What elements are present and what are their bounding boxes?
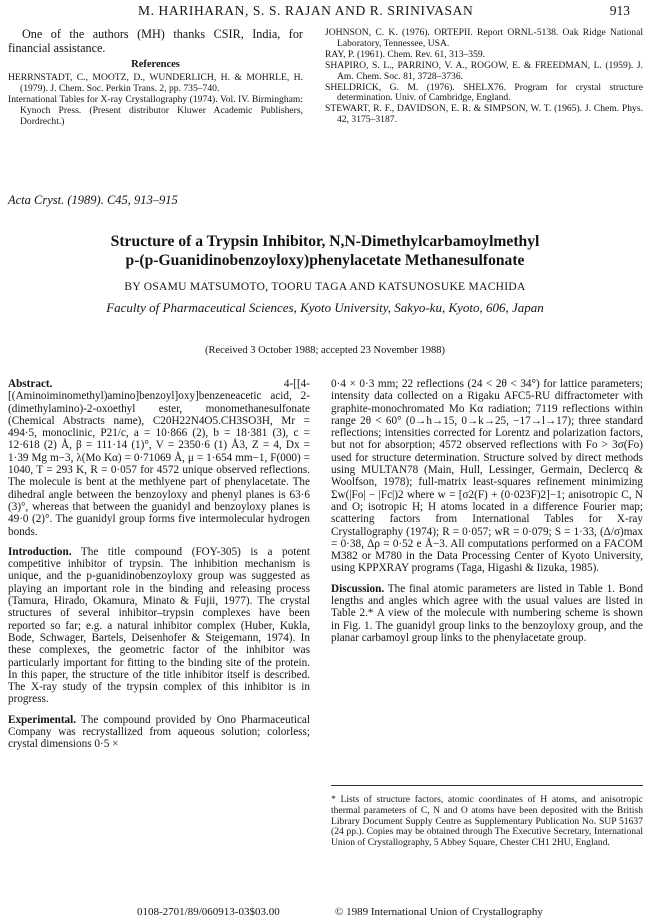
footnote-rule — [331, 785, 643, 786]
received-dates: (Received 3 October 1988; accepted 23 November 1988) — [205, 345, 445, 356]
abstract-paragraph — [8, 378, 310, 538]
reference-item: RAY, P. (1961). Chem. Rev. 61, 313–359. — [325, 48, 486, 60]
abstract-label: Abstract. — [8, 378, 53, 390]
experimental-label: Experimental. — [8, 713, 77, 726]
author-affiliation: Faculty of Pharmaceutical Sciences, Kyoto University, Sakyo-ku, Kyoto, 606, Japan — [106, 300, 544, 315]
article-title-line-1: Structure of a Trypsin Inhibitor, N,N-Dimethylcarbamoylmethyl — [110, 233, 540, 250]
acknowledgement: One of the authors (MH) thanks CSIR, India, for financial assistance. — [8, 27, 303, 55]
article-title — [30, 232, 620, 270]
deposition-footnote: * Lists of structure factors, atomic coordinates of H atoms, and anisotropic thermal parameters of C, N and O atoms have been deposited with the British Library Document Supply Centre as Supplementary Publication No. SUP 51637 (24 pp.). Copies may be obtained through The Executive Secretary, International Union of Crystallography, 5 Abbey Square, Chester CH1 2HU, England. — [331, 794, 643, 849]
discussion-label: Discussion. — [331, 582, 385, 595]
page-number: 913 — [609, 3, 630, 18]
abstract-text: 4-[[4-[(Aminoiminomethyl)amino]benzoyl]oxy]benzeneacetic acid, 2-(dimethylamino)-2-oxoethyl ester, monomethanesulfonate (Chemical Abstracts name), C20H22N4O5.CH3SO3H, Mr = 494·5, monoclinic, P21/c, a = 10·866 (2), b = 18·381 (3), c = 12·618 (2) Å, β = 111·14 (1)°, V = 2350·6 (1) Å3, Z = 4, Dx = 1·39 Mg m−3, λ(Mo Kα) = 0·71069 Å, μ = 1·654 mm−1, F(000) = 1040, T = 293 K, R = 0·057 for 4572 unique observed reflections. The molecule is bent at the methlyene part of phenylacetate. The dihedral angle between the benzoyloxy and phenyl planes is 63·6 (3)°, whereas that between the guanidyl and benzoyloxy planes is 49·0 (2)°. The guanidyl group forms five intermolecular hydrogen bonds. — [8, 378, 310, 538]
body-left-column — [8, 378, 310, 759]
reference-item: SHELDRICK, G. M. (1976). SHELX76. Program for crystal structure determination. Univ. of Cambridge, England. — [325, 81, 643, 104]
discussion-text: The final atomic parameters are listed in Table 1. Bond lengths and angles which agree with the usual values are listed in Table 2.* A view of the molecule with numbering scheme is shown in Fig. 1. The guanidyl group links to the benzoyloxy group, and the planar carbamoyl group links to the phenylacetate group. — [331, 582, 643, 644]
author-byline: BY OSAMU MATSUMOTO, TOORU TAGA AND KATSUNOSUKE MACHIDA — [124, 281, 526, 293]
article-title-line-2: p-(p-Guanidinobenzoyloxy)phenylacetate Methanesulfonate — [125, 252, 525, 269]
journal-citation: Acta Cryst. (1989). C45, 913–915 — [8, 193, 178, 207]
experimental-text-left: The compound provided by Ono Pharmaceutical Company was recrystallized from aqueous solution; colorless; crystal dimensions 0·5 × — [8, 713, 310, 751]
reference-item: International Tables for X-ray Crystallography (1974). Vol. IV. Birmingham: Kynoch Press. (Present distributor Kluwer Academic Publishers, Dordrecht.) — [8, 94, 303, 127]
references-heading: References — [131, 59, 180, 70]
running-header-authors: M. HARIHARAN, S. S. RAJAN AND R. SRINIVASAN — [138, 3, 474, 18]
reference-item: STEWART, R. F., DAVIDSON, E. R. & SIMPSON, W. T. (1965). J. Chem. Phys. 42, 3175–3187. — [325, 103, 643, 126]
prev-article-right-column — [325, 28, 643, 126]
reference-item: SHAPIRO, S. L., PARRINO, V. A., ROGOW, E. & FREEDMAN, L. (1959). J. Am. Chem. Soc. 81, 3728–3736. — [325, 59, 643, 82]
reference-item: HERRNSTADT, C., MOOTZ, D., WUNDERLICH, H. & MOHRLE, H. (1979). J. Chem. Soc. Perkin Trans. 2, pp. 735–740. — [8, 72, 303, 95]
issn-code: 0108-2701/89/060913-03$03.00 — [137, 906, 280, 918]
discussion-paragraph — [331, 583, 643, 644]
introduction-text: The title compound (FOY-305) is a potent competitive inhibitor of trypsin. The inhibition mechanism is unique, and the p-guanidinobenzoyloxy group was suggested as playing an important role in the binding and releasing process (Tamura, Hirado, Okamura, Minato & Fujii, 1977). The crystal structures of several inhibitor–trypsin complexes have been reported so far; e.g. a natural inhibitor complex (Huber, Kukla, Bode, Schwager, Bartels, Deisenhofer & Steigemann, 1974). In these complexes, the geometric factor of the inhibitor was particularly important for fitting to the binding site of the protein. In this paper, the structure of the title inhibitor itself is described. The X-ray study of the trypsin complex of this inhibitor is in progress. — [8, 545, 310, 706]
introduction-label: Introduction. — [8, 545, 72, 558]
introduction-paragraph — [8, 546, 310, 706]
experimental-continued-paragraph: 0·4 × 0·3 mm; 22 reflections (24 < 2θ < 34°) for lattice parameters; intensity data collected on a Rigaku AFC5-RU diffractometer with graphite-monochromated Mo Kα radiation; 7119 reflections within range 2θ < 60° (0→h→15, 0→k→25, −17→l→17); three standard reflections; intensities corrected for Lorentz and polarization factors, but not for absorption; 4572 observed reflections with Fo > 3σ(Fo) used for structure determination. Structure solved by direct methods using MULTAN78 (Main, Hull, Lessinger, Germain, Declercq & Woolfson, 1978); full-matrix least-squares refinement minimizing Σw(|Fo| − |Fc|)2 where w = [σ2(F) + (0·023F)2]−1; anisotropic C, N and O; isotropic H; H atoms located in a difference Fourier map; scattering factors from International Tables for X-ray Crystallography (1974); R = 0·057; wR = 0·079; S = 1·33, (Δ/σ)max = 0·38, Δρ = 0·52 e Å−3. All computations performed on a FACOM M382 or M780 in the Data Processing Center of Kyoto University, using KPPXRAY programs (Taga, Higashi & Iizuka, 1985). — [331, 378, 643, 575]
prev-article-left-column — [8, 27, 303, 128]
experimental-paragraph — [8, 714, 310, 751]
body-right-column — [331, 378, 643, 652]
reference-item: JOHNSON, C. K. (1976). ORTEPII. Report ORNL-5138. Oak Ridge National Laboratory, Tennessee, USA. — [325, 27, 643, 49]
copyright-notice: © 1989 International Union of Crystallography — [335, 906, 543, 918]
